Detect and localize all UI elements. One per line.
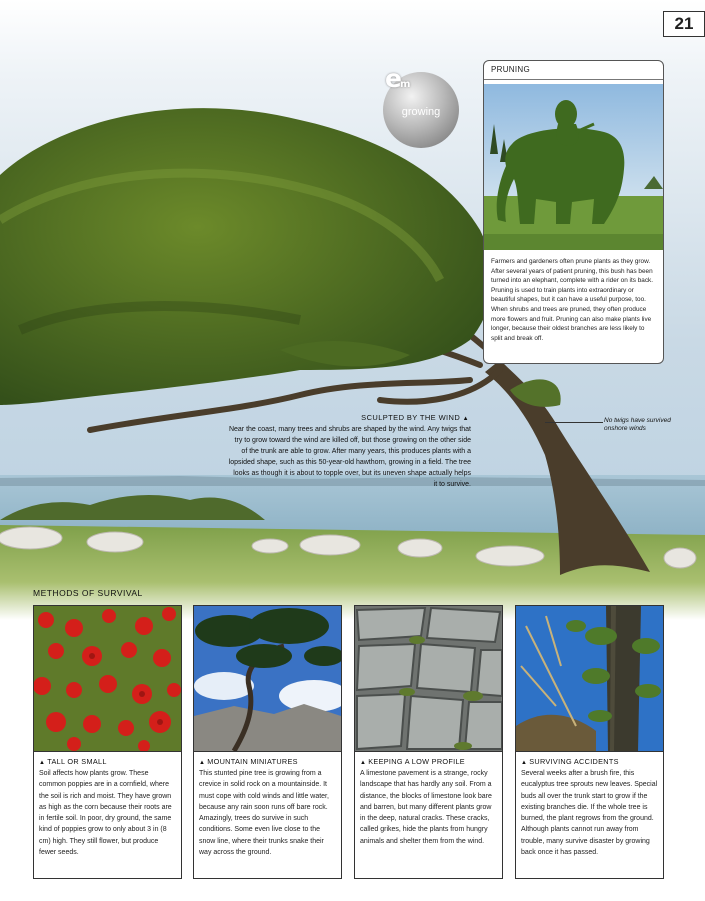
card-tall-or-small bbox=[33, 605, 182, 879]
sculpted-text: Near the coast, many trees and shrubs are shaped by the wind. Any twigs that try to grow toward the wind are killed off, but those growing on the other side of the trunk are able to grow. After many years, this produces plants with a lopsided shape, such as this 50-year-old hawthorn, growing in a field. The tree looks as though it is about to topple over, but its uneven shape actually helps it to survive. bbox=[228, 426, 471, 488]
card-text: A limestone pavement is a strange, rocky landscape that has hardly any soil. From a distance, the blocks of limestone look bare and barren, but many different plants grow in the deep, natural cracks. These cracks, called grikes, hide the plants from hungry animals and shelter them from the wind. bbox=[360, 770, 492, 845]
methods-title: METHODS OF SURVIVAL bbox=[33, 588, 143, 598]
card-title: ▲ MOUNTAIN MINIATURES bbox=[199, 757, 298, 766]
card-text: Several weeks after a brush fire, this eucalyptus tree sprouts new leaves. Special buds all over the trunk start to grow if the existing branches die. If the whole tree is burned, the plant regrows from the ground. Although plants cannot run away from trouble, many survive disaster by growing back once it has passed. bbox=[521, 770, 658, 857]
card-mountain-miniatures bbox=[193, 605, 342, 879]
triangle-up-icon: ▲ bbox=[360, 760, 367, 766]
pruning-title: PRUNING bbox=[484, 61, 663, 80]
annotation-note: No twigs have survived onshore winds bbox=[604, 417, 671, 432]
growing-badge[interactable] bbox=[383, 64, 459, 148]
card-text: Soil affects how plants grow. These common poppies are in a cornfield, where the soil is rich and moist. They have grown as high as the corn because their roots are in fertile soil. In poor, dry ground, the same kind of poppies grow to only about 3 in (8 cm) high. They still flower, but produce fewer seeds. bbox=[39, 770, 172, 857]
pine-tree-photo bbox=[194, 606, 341, 752]
triangle-up-icon: ▲ bbox=[39, 760, 46, 766]
limestone-pavement-photo bbox=[355, 606, 502, 752]
triangle-up-icon: ▲ bbox=[199, 760, 206, 766]
card-title: ▲ SURVIVING ACCIDENTS bbox=[521, 757, 619, 766]
eucalyptus-photo bbox=[516, 606, 663, 752]
badge-label: growing bbox=[401, 106, 441, 118]
poppies-photo bbox=[34, 606, 181, 752]
eyewitness-logo: em bbox=[385, 64, 411, 93]
annotation-leader-line bbox=[545, 422, 603, 423]
triangle-up-icon: ▲ bbox=[521, 760, 528, 766]
triangle-up-icon: ▲ bbox=[462, 416, 469, 422]
card-surviving-accidents bbox=[515, 605, 664, 879]
pruning-panel bbox=[483, 60, 664, 364]
page-number: 21 bbox=[663, 11, 705, 37]
sculpted-caption bbox=[228, 413, 471, 490]
pruning-text: Farmers and gardeners often prune plants as they grow. After several years of patient pruning, this bush has been turned into an elephant, complete with a rider on its back. Pruning is used to train plants into extraordinary or beautiful shapes, but it can have a useful purpose, too. When shrubs and trees are pruned, they often produce more flowers and fruit. Pruning can also make plants live longer, because their oldest branches are less likely to split and break off. bbox=[491, 258, 653, 342]
card-title: ▲ TALL OR SMALL bbox=[39, 757, 107, 766]
elephant-topiary-photo bbox=[484, 84, 663, 250]
card-title: ▲ KEEPING A LOW PROFILE bbox=[360, 757, 465, 766]
card-low-profile bbox=[354, 605, 503, 879]
sculpted-title: SCULPTED BY THE WIND ▲ bbox=[361, 413, 469, 422]
card-text: This stunted pine tree is growing from a crevice in solid rock on a mountainside. It must cope with cold winds and little water, because any rain soon runs off bare rock. Amazingly, trees do survive in such conditions. Some even live close to the snow line, where their trunks snake their way across the ground. bbox=[199, 770, 329, 857]
